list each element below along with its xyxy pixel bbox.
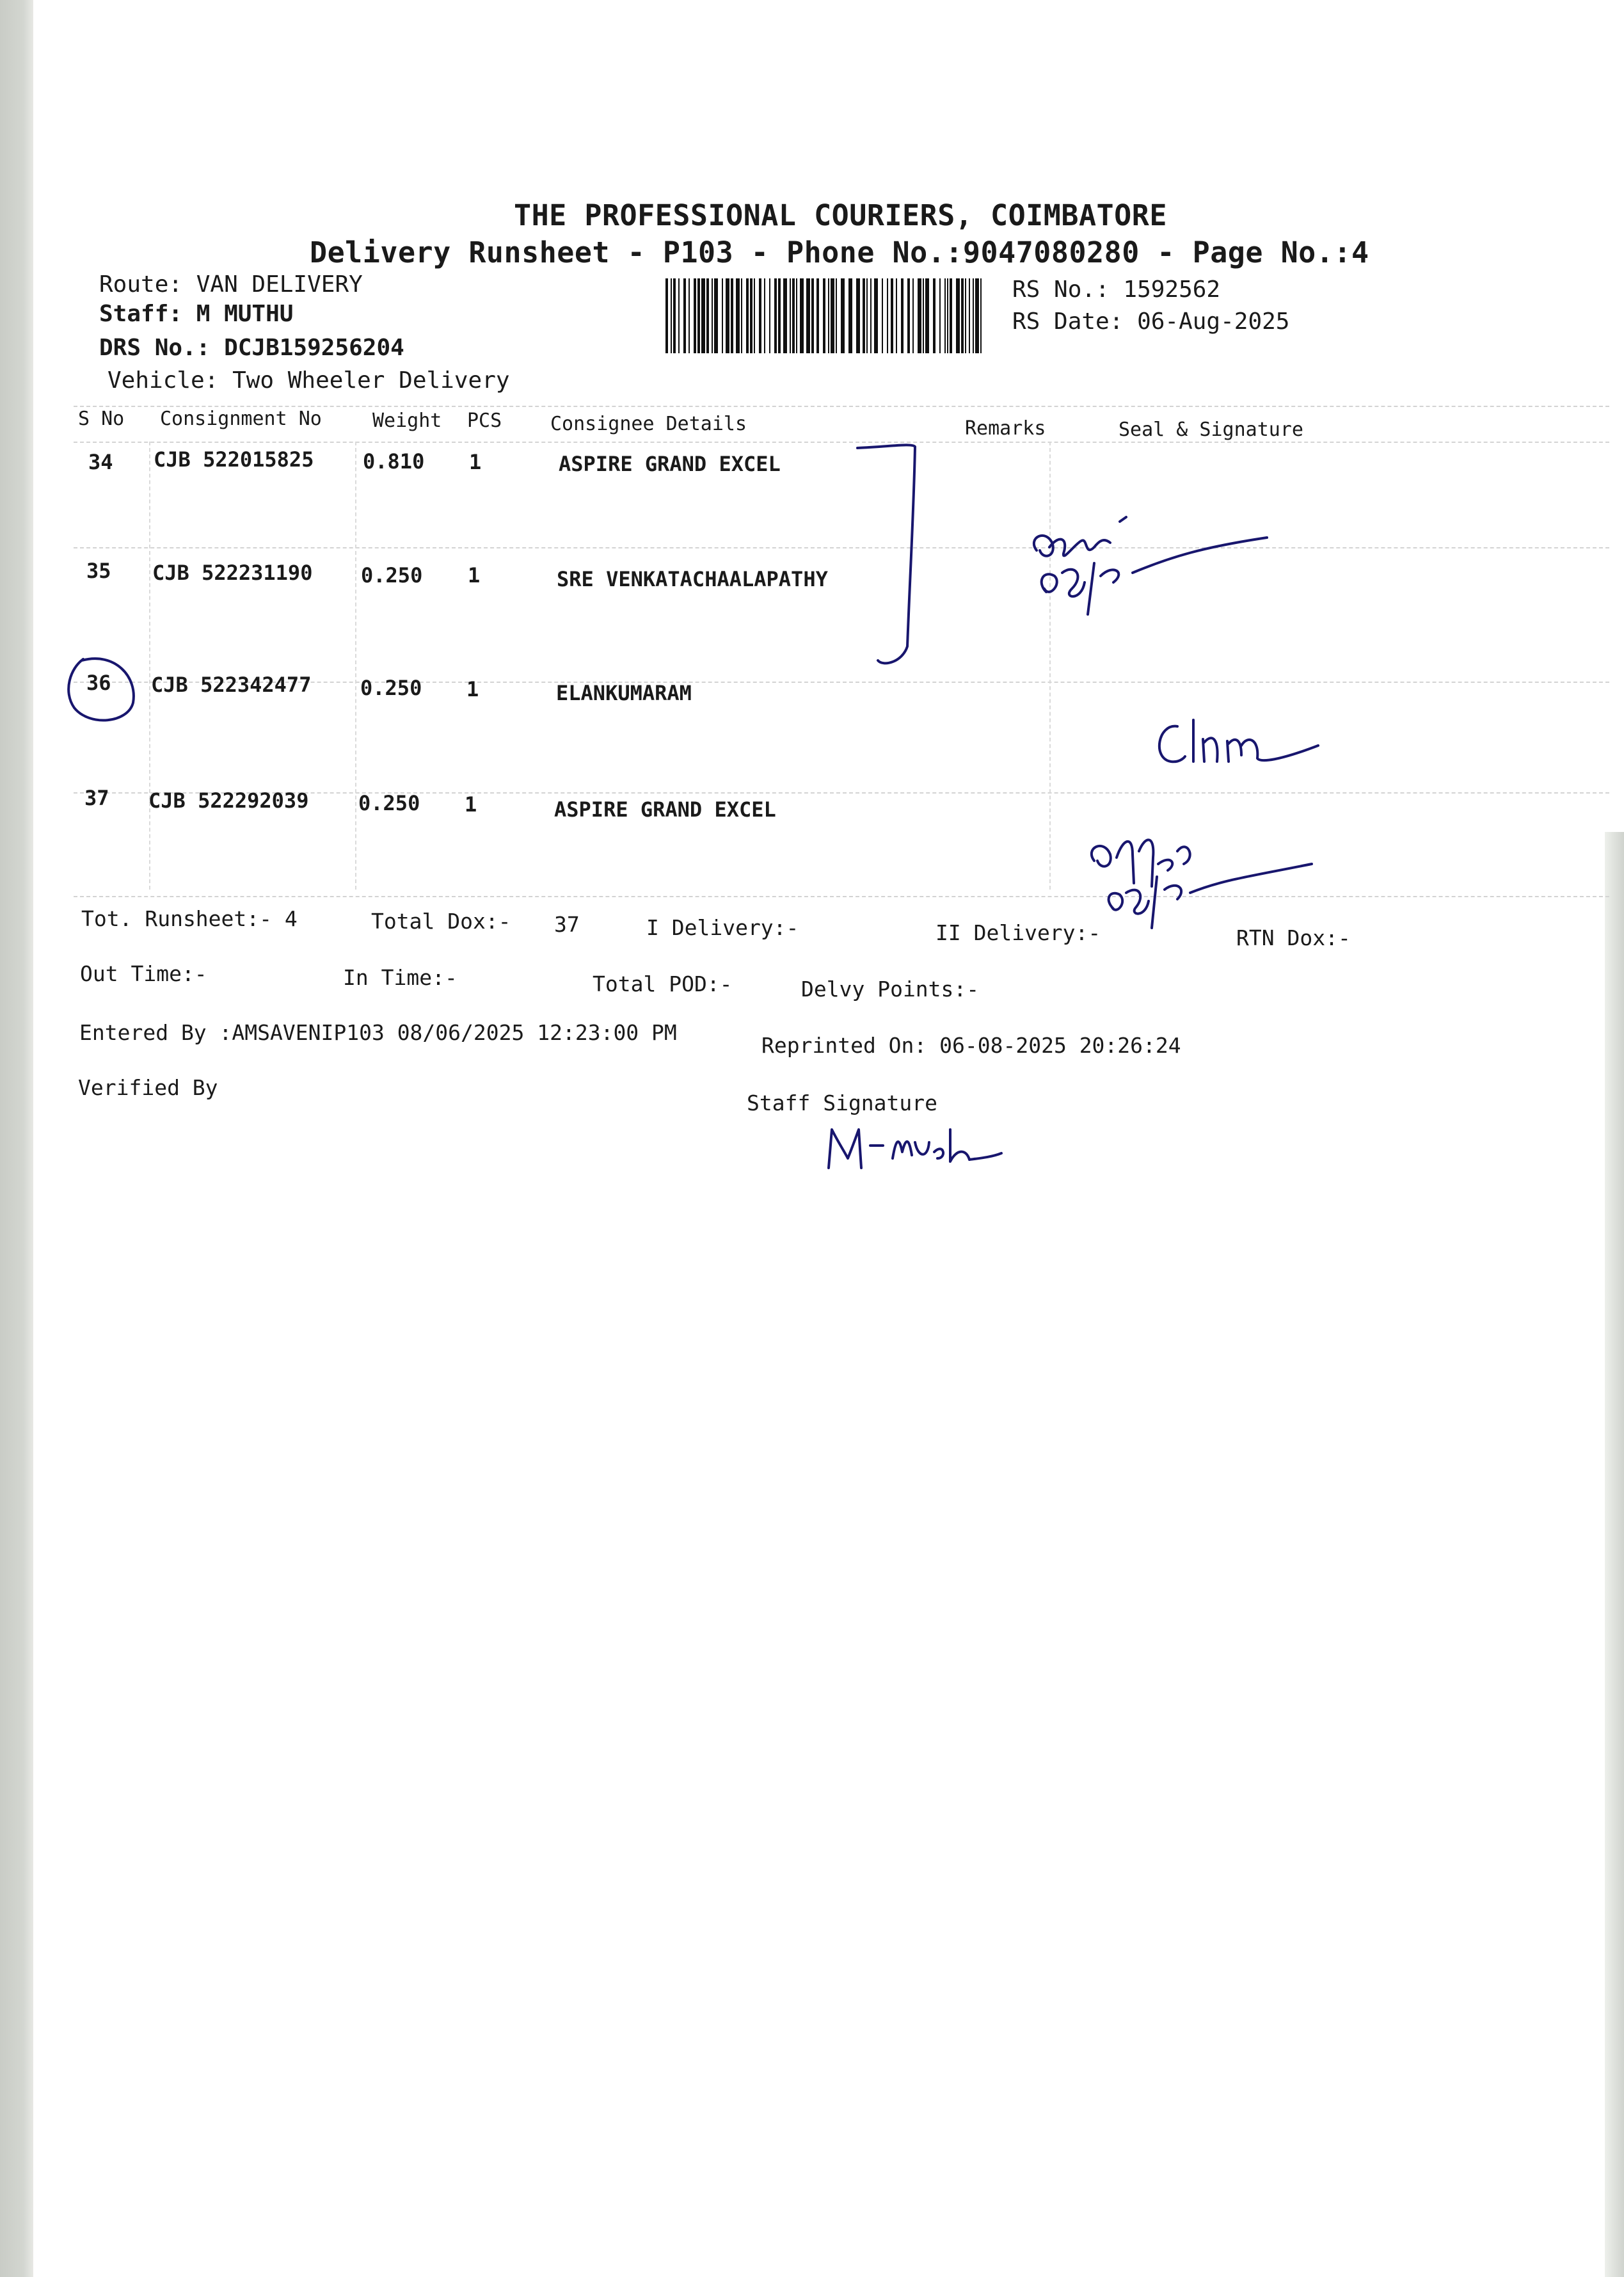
barcode-bar bbox=[759, 278, 761, 353]
staff-signature-ink bbox=[819, 1114, 1005, 1178]
row-37-consignment: CJB 522292039 bbox=[148, 788, 309, 813]
row-36-circle-mark bbox=[64, 651, 141, 728]
scan-edge-left bbox=[0, 0, 33, 2277]
barcode-bar bbox=[806, 278, 810, 353]
barcode-bar bbox=[907, 278, 910, 353]
barcode-bar bbox=[961, 278, 964, 353]
row-36-weight: 0.250 bbox=[360, 676, 422, 700]
barcode-bar bbox=[746, 278, 749, 353]
in-time: In Time:- bbox=[343, 965, 458, 990]
barcode-bar bbox=[714, 278, 718, 353]
rtn-dox: RTN Dox:- bbox=[1236, 925, 1351, 950]
row-36-consignment: CJB 522342477 bbox=[151, 673, 312, 697]
rs-date-text: RS Date: 06-Aug-2025 bbox=[1012, 308, 1290, 335]
barcode-bar bbox=[783, 278, 787, 353]
barcode-bar bbox=[764, 278, 765, 353]
barcode-bar bbox=[973, 278, 974, 353]
barcode-bar bbox=[975, 278, 979, 353]
barcode-bar bbox=[750, 278, 752, 353]
row-34-sno: 34 bbox=[88, 450, 113, 474]
rule-line bbox=[74, 442, 1609, 443]
row-36-signature-ink bbox=[1145, 710, 1325, 774]
barcode-bar bbox=[683, 278, 686, 353]
row-35-sno: 35 bbox=[86, 559, 111, 583]
rule-line bbox=[74, 406, 1609, 407]
barcode-bar bbox=[856, 278, 860, 353]
barcode bbox=[665, 278, 985, 353]
barcode-bar bbox=[774, 278, 777, 353]
barcode-bar bbox=[823, 278, 825, 353]
barcode-bar bbox=[918, 278, 921, 353]
barcode-bar bbox=[706, 278, 709, 353]
barcode-bar bbox=[947, 278, 948, 353]
rule-line bbox=[355, 442, 356, 890]
barcode-bar bbox=[933, 278, 935, 353]
barcode-bar bbox=[811, 278, 814, 353]
row-37-weight: 0.250 bbox=[358, 791, 420, 815]
entered-by: Entered By :AMSAVENIP103 08/06/2025 12:23:00 PM bbox=[79, 1020, 677, 1045]
row-37-signature-ink bbox=[1081, 826, 1325, 941]
col-consignee: Consignee Details bbox=[550, 413, 747, 435]
barcode-bar bbox=[712, 278, 713, 353]
barcode-bar bbox=[925, 278, 929, 353]
col-seal-signature: Seal & Signature bbox=[1118, 419, 1303, 441]
barcode-bar bbox=[863, 278, 865, 353]
route-text: Route: VAN DELIVERY bbox=[99, 271, 363, 298]
row-35-weight: 0.250 bbox=[361, 563, 423, 587]
barcode-bar bbox=[965, 278, 966, 353]
row-34-weight: 0.810 bbox=[363, 449, 425, 474]
barcode-bar bbox=[831, 278, 834, 353]
row-35-consignee: SRE VENKATACHAALAPATHY bbox=[557, 567, 828, 591]
barcode-bar bbox=[874, 278, 878, 353]
barcode-bar bbox=[800, 278, 804, 353]
barcode-bar bbox=[939, 278, 941, 353]
barcode-bar bbox=[901, 278, 904, 353]
barcode-bar bbox=[841, 278, 845, 353]
barcode-bar bbox=[769, 278, 770, 353]
col-consignment: Consignment No bbox=[160, 408, 322, 430]
barcode-bar bbox=[836, 278, 837, 353]
barcode-bar bbox=[848, 278, 852, 353]
row-37-consignee: ASPIRE GRAND EXCEL bbox=[554, 797, 776, 822]
barcode-bar bbox=[870, 278, 872, 353]
barcode-bar bbox=[754, 278, 755, 353]
col-remarks: Remarks bbox=[965, 417, 1046, 440]
rule-line bbox=[74, 547, 1609, 548]
barcode-bar bbox=[673, 278, 676, 353]
rule-line bbox=[74, 896, 1609, 897]
row-37-sno: 37 bbox=[84, 786, 109, 810]
barcode-bar bbox=[694, 278, 696, 353]
row-36-pcs: 1 bbox=[466, 677, 479, 701]
row-34-consignee: ASPIRE GRAND EXCEL bbox=[559, 452, 781, 476]
barcode-bar bbox=[796, 278, 797, 353]
i-delivery: I Delivery:- bbox=[646, 915, 799, 940]
col-sno: S No bbox=[78, 408, 125, 430]
barcode-bar bbox=[980, 278, 982, 353]
rs-no-text: RS No.: 1592562 bbox=[1012, 276, 1221, 303]
barcode-bar bbox=[887, 278, 888, 353]
rule-line bbox=[1049, 442, 1051, 890]
company-title: THE PROFESSIONAL COURIERS, COIMBATORE bbox=[514, 198, 1167, 232]
row-37-pcs: 1 bbox=[465, 792, 477, 817]
row-34-consignment: CJB 522015825 bbox=[154, 447, 314, 472]
total-pod: Total POD:- bbox=[593, 971, 733, 996]
row-34-35-signature-ink bbox=[1024, 512, 1280, 634]
out-time: Out Time:- bbox=[80, 961, 207, 986]
staff-signature-label: Staff Signature bbox=[747, 1091, 938, 1115]
total-dox-value: 37 bbox=[554, 912, 580, 937]
ii-delivery: II Delivery:- bbox=[935, 920, 1101, 945]
runsheet-subtitle: Delivery Runsheet - P103 - Phone No.:9047080280 - Page No.:4 bbox=[310, 236, 1369, 269]
row-35-pcs: 1 bbox=[468, 563, 481, 587]
verified-by: Verified By bbox=[78, 1075, 218, 1100]
barcode-bar bbox=[912, 278, 914, 353]
barcode-bar bbox=[778, 278, 781, 353]
barcode-bar bbox=[828, 278, 829, 353]
scan-edge-right bbox=[1605, 832, 1624, 2277]
col-weight: Weight bbox=[372, 410, 442, 432]
barcode-bar bbox=[790, 278, 791, 353]
barcode-bar bbox=[731, 278, 733, 353]
barcode-bar bbox=[816, 278, 819, 353]
barcode-bar bbox=[792, 278, 795, 353]
barcode-bar bbox=[701, 278, 705, 353]
barcode-bar bbox=[665, 278, 668, 353]
delvy-points: Delvy Points:- bbox=[801, 977, 980, 1002]
barcode-bar bbox=[671, 278, 672, 353]
barcode-bar bbox=[697, 278, 700, 353]
barcode-bar bbox=[736, 278, 740, 353]
staff-text: Staff: M MUTHU bbox=[99, 301, 294, 327]
barcode-bar bbox=[689, 278, 690, 353]
drs-no-text: DRS No.: DCJB159256204 bbox=[99, 335, 404, 361]
vehicle-text: Vehicle: Two Wheeler Delivery bbox=[107, 367, 510, 394]
row-35-consignment: CJB 522231190 bbox=[152, 561, 313, 585]
reprinted-on: Reprinted On: 06-08-2025 20:26:24 bbox=[761, 1033, 1181, 1058]
row-36-sno: 36 bbox=[86, 671, 111, 695]
barcode-bar bbox=[950, 278, 952, 353]
barcode-bar bbox=[923, 278, 924, 353]
barcode-bar bbox=[866, 278, 868, 353]
barcode-bar bbox=[944, 278, 946, 353]
barcode-bar bbox=[726, 278, 729, 353]
barcode-bar bbox=[891, 278, 893, 353]
row-36-consignee: ELANKUMARAM bbox=[556, 681, 692, 705]
bracket-ink bbox=[851, 435, 947, 678]
col-pcs: PCS bbox=[467, 410, 502, 432]
row-34-pcs: 1 bbox=[469, 450, 482, 474]
rule-line bbox=[149, 442, 150, 890]
barcode-bar bbox=[896, 278, 897, 353]
barcode-bar bbox=[741, 278, 742, 353]
barcode-bar bbox=[722, 278, 723, 353]
barcode-bar bbox=[678, 278, 680, 353]
barcode-bar bbox=[956, 278, 960, 353]
barcode-bar bbox=[969, 278, 970, 353]
tot-runsheet: Tot. Runsheet:- 4 bbox=[81, 906, 298, 931]
total-dox-label: Total Dox:- bbox=[371, 909, 511, 934]
barcode-bar bbox=[882, 278, 883, 353]
